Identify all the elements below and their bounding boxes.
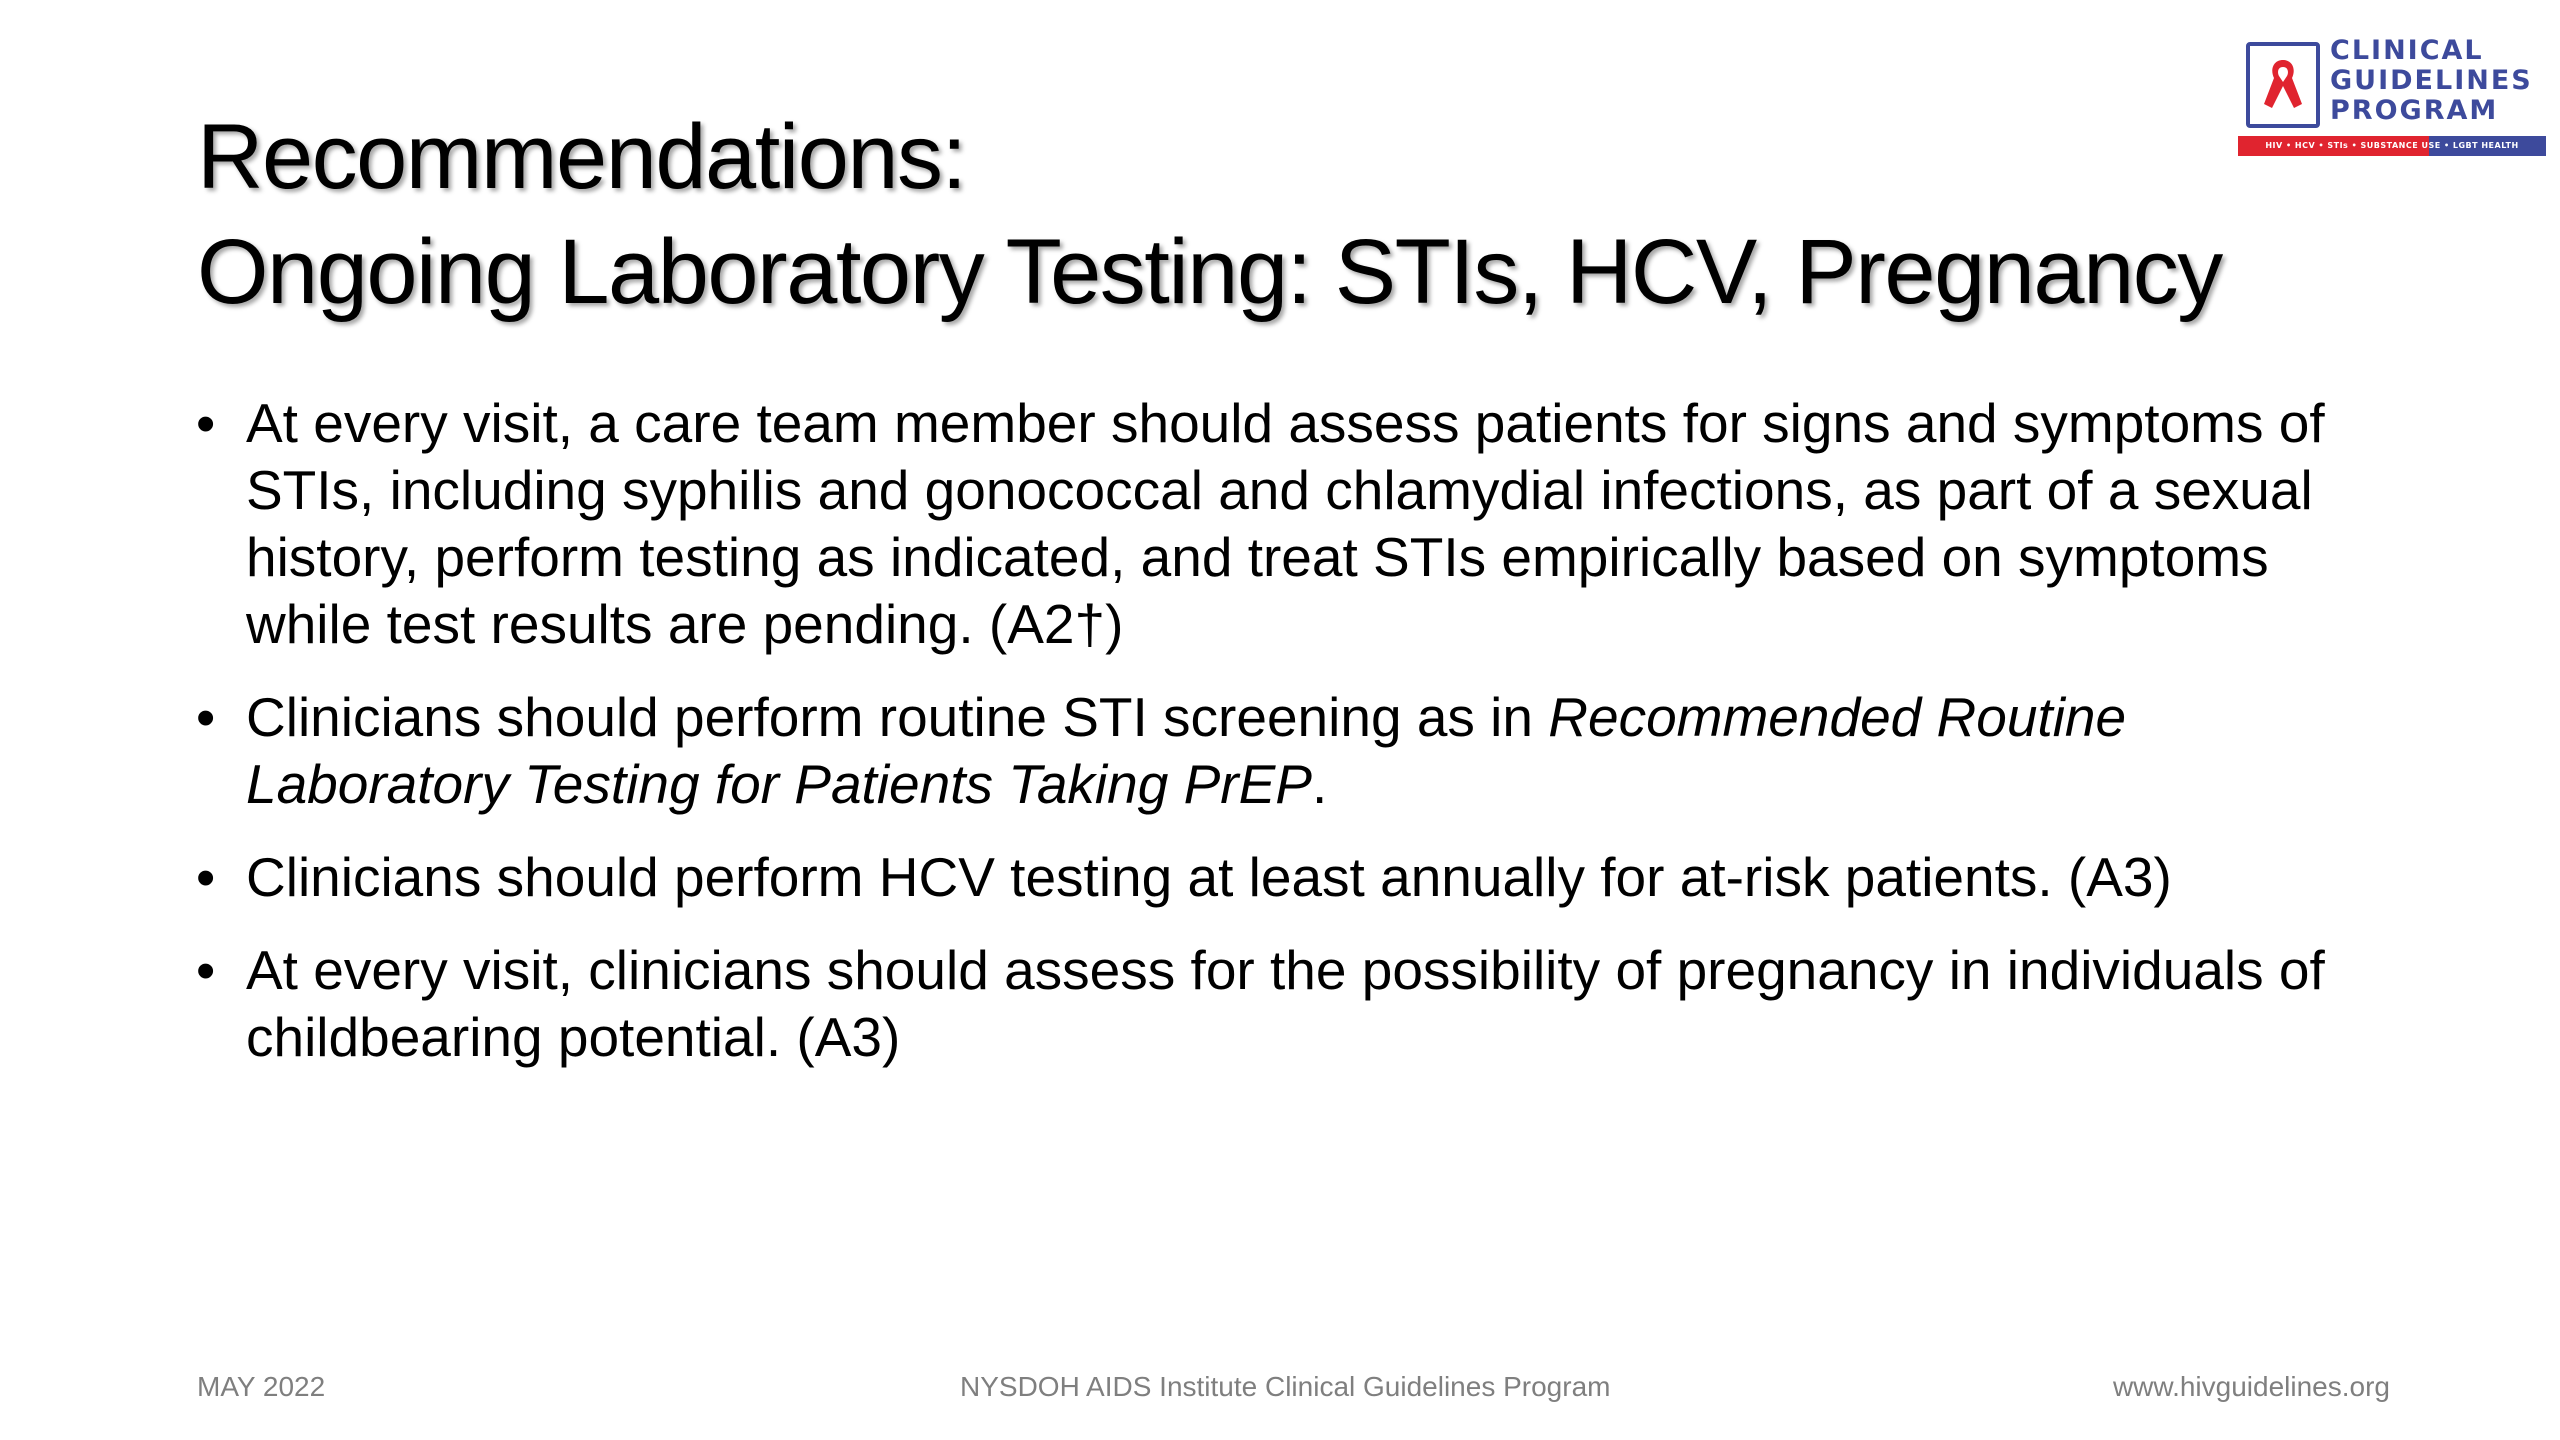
recommendation-list — [190, 390, 2390, 1097]
bullet-dot: • — [196, 939, 216, 1001]
recommendation-item — [190, 937, 2390, 1071]
recommendation-item — [190, 844, 2390, 911]
slide-title — [197, 100, 2297, 330]
recommendation-text: At every visit, a care team member should assess patients for signs and symptoms of STIs, including syphilis and gonococcal and chlamydial infections, as part of a sexual history, perform testing as indicated, and treat STIs empirically based on symptoms while test results are pending. (A2†) — [246, 392, 2325, 655]
recommendation-text: Clinicians should perform routine STI screening as in — [246, 686, 1549, 748]
bullet-dot: • — [196, 686, 216, 748]
slide-title-line-2: Ongoing Laboratory Testing: STIs, HCV, Pregnancy — [197, 221, 2222, 323]
footer-date: MAY 2022 — [197, 1371, 326, 1402]
recommendation-item — [190, 684, 2390, 818]
recommendation-text: At every visit, clinicians should assess for the possibility of pregnancy in individuals of childbearing potential. (A3) — [246, 939, 2325, 1068]
recommendation-text: Clinicians should perform HCV testing at least annually for at-risk patients. (A3) — [246, 846, 2172, 908]
logo-line-program: PROGRAM — [2330, 95, 2499, 126]
logo-line-clinical: CLINICAL — [2330, 35, 2484, 66]
bullet-dot: • — [196, 846, 216, 908]
logo-tagline: HIV • HCV • STIs • SUBSTANCE USE • LGBT HEALTH — [2265, 141, 2519, 150]
bullet-dot: • — [196, 392, 216, 454]
recommendation-item — [190, 390, 2390, 658]
recommendation-reference-title: Recommended Routine Laboratory Testing for Patients Taking PrEP — [246, 686, 2127, 815]
recommendation-text-end: . — [1311, 753, 1328, 815]
logo-line-guidelines: GUIDELINES — [2330, 65, 2533, 96]
footer-organization: NYSDOH AIDS Institute Clinical Guidelines Program — [960, 1371, 1611, 1402]
footer-website: www.hivguidelines.org — [2112, 1371, 2390, 1402]
logo-wordmark — [2330, 36, 2533, 126]
slide-title-line-1: Recommendations: — [197, 106, 966, 208]
